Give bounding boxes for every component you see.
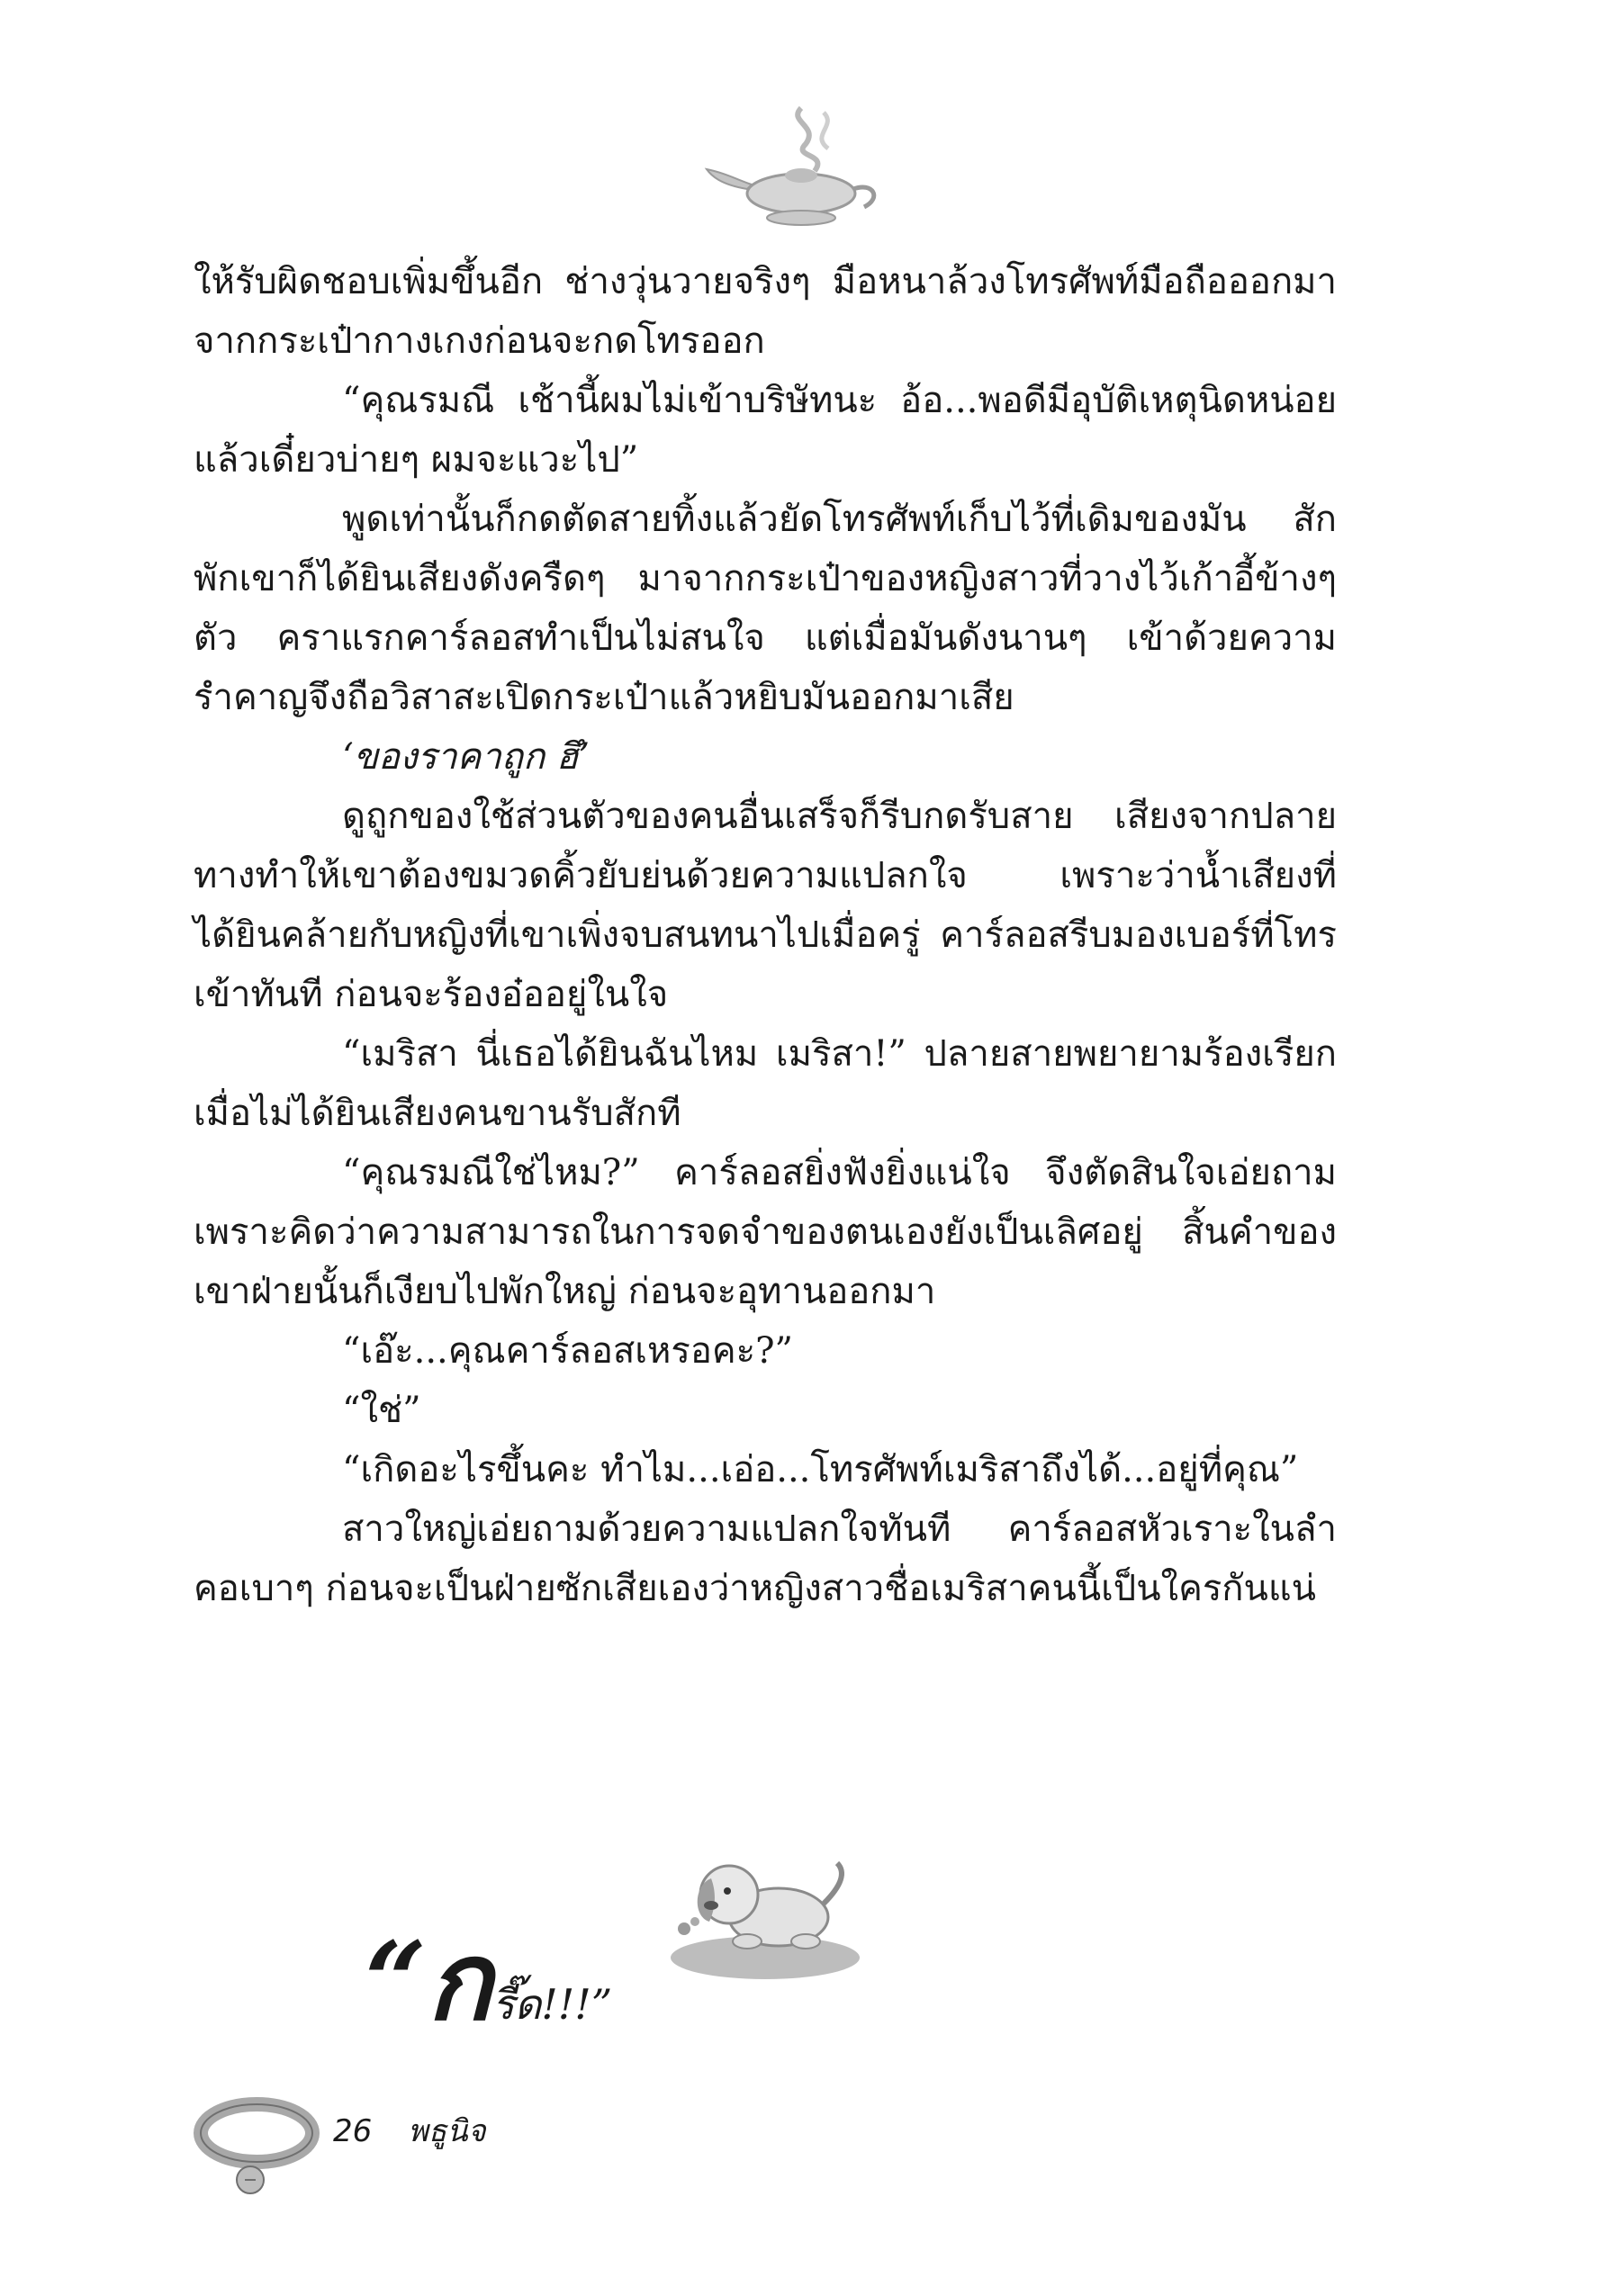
paragraph: “เอ๊ะ...คุณคาร์ลอสเหรอคะ?”	[342, 1330, 793, 1372]
paragraph: “เมริสา นี่เธอได้ยินฉันไหม เมริสา!” ปลายสายพยายามร้องเรียกเมื่อไม่ได้ยินเสียงคนขานรับสักที	[194, 1033, 1337, 1134]
paragraph: ‘ของราคาถูก ฮึ’	[342, 736, 591, 778]
story-text	[194, 252, 1337, 1618]
page-number: 26	[333, 2113, 373, 2149]
puppy-illustration	[657, 1832, 873, 1985]
paragraph: ให้รับผิดชอบเพิ่มขึ้นอีก ช่างวุ่นวายจริงๆ มือหนาล้วงโทรศัพท์มือถือออกมาจากกระเป๋ากางเกงก่อนจะกดโทรออก	[194, 261, 1337, 362]
paragraph: พูดเท่านั้นก็กดตัดสายทิ้งแล้วยัดโทรศัพท์เก็บไว้ที่เดิมของมัน สักพักเขาก็ได้ยินเสียงดังครืดๆ มาจากกระเป๋าของหญิงสาวที่วางไว้เก้าอี้ข้างๆ ตัว คราแรกคาร์ลอสทำเป็นไม่สนใจ แต่เมื่อมันดังนานๆ เข้าด้วยความรำคาญจึงถือวิสาสะเปิดกระเป๋าแล้วหยิบมันออกมาเสีย	[194, 499, 1337, 718]
paragraph: “เกิดอะไรขึ้นคะ ทำไม...เอ่อ...โทรศัพท์เมริสาถึงได้...อยู่ที่คุณ”	[342, 1449, 1299, 1490]
sound-effect-small: รี๊ด!!!”	[491, 1980, 613, 2029]
paragraph: ดูถูกของใช้ส่วนตัวของคนอื่นเสร็จก็รีบกดรับสาย เสียงจากปลายทางทำให้เขาต้องขมวดคิ้วยับย่นด้วยความแปลกใจ เพราะว่าน้ำเสียงที่ได้ยินคล้ายกับหญิงที่เขาเพิ่งจบสนทนาไปเมื่อครู่ คาร์ลอสรีบมองเบอร์ที่โทรเข้าทันที ก่อนจะร้องอ๋ออยู่ในใจ	[194, 796, 1337, 1015]
sound-effect-big: “ก	[365, 1918, 492, 2045]
paragraph: “คุณรมณี เช้านี้ผมไม่เข้าบริษัทนะ อ้อ...พอดีมีอุบัติเหตุนิดหน่อย แล้วเดี๋ยวบ่ายๆ ผมจะแวะไป”	[194, 380, 1337, 481]
author-name: พธูนิจ	[408, 2113, 486, 2149]
collar-icon	[189, 2088, 324, 2205]
sound-effect	[365, 1895, 612, 2066]
paragraph: “ใช่”	[342, 1390, 421, 1431]
paragraph: สาวใหญ่เอ่ยถามด้วยความแปลกใจทันที คาร์ลอสหัวเราะในลำคอเบาๆ ก่อนจะเป็นฝ่ายซักเสียเองว่าหญิงสาวชื่อเมริสาคนนี้เป็นใครกันแน่	[194, 1508, 1337, 1609]
page-footer	[333, 2106, 522, 2155]
paragraph: “คุณรมณีใช่ไหม?” คาร์ลอสยิ่งฟังยิ่งแน่ใจ จึงตัดสินใจเอ่ยถาม เพราะคิดว่าความสามารถในการจดจำของตนเองยังเป็นเลิศอยู่ สิ้นคำของเขาฝ่ายนั้นก็เงียบไปพักใหญ่ ก่อนจะอุทานออกมา	[194, 1152, 1337, 1312]
genie-lamp-icon	[702, 99, 900, 234]
